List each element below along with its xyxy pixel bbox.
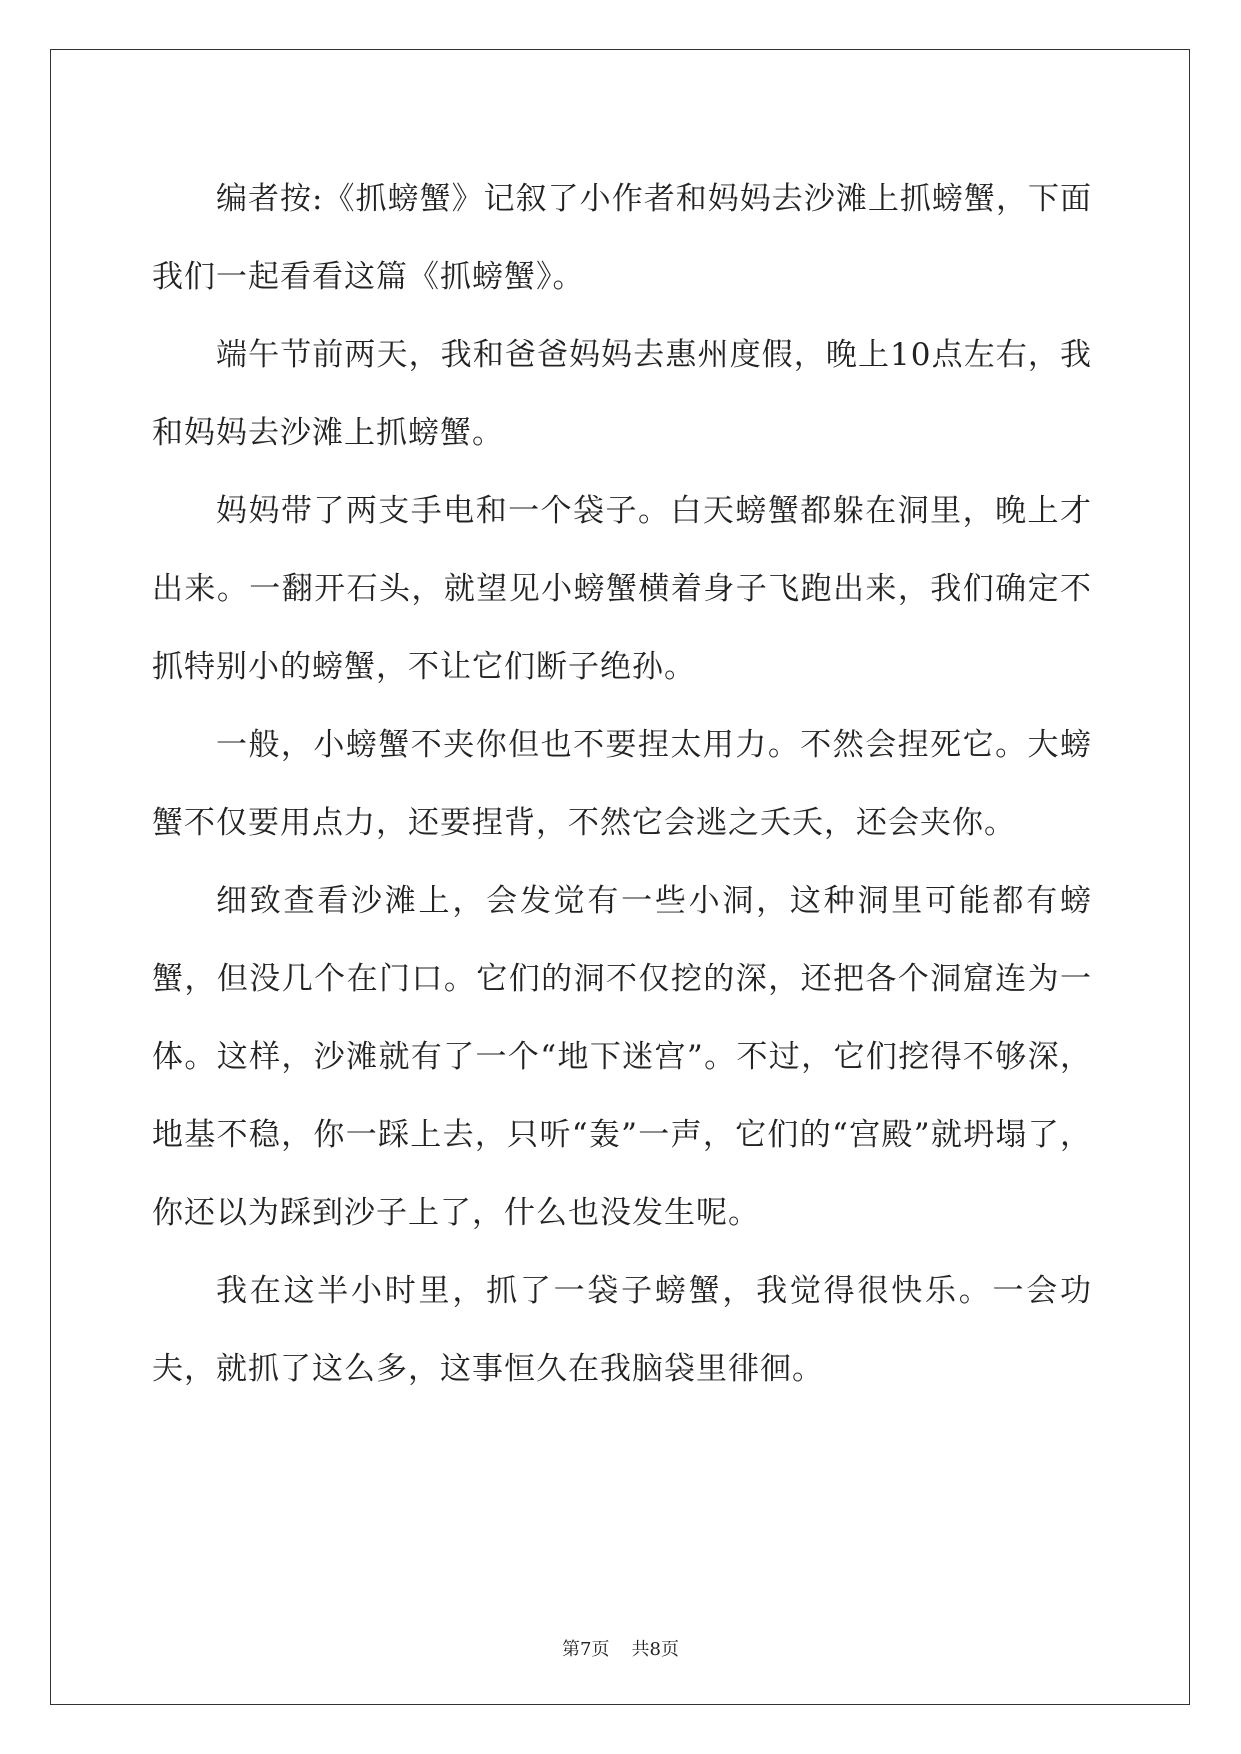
paragraph-1: 端午节前两天，我和爸爸妈妈去惠州度假，晚上10点左右，我和妈妈去沙滩上抓螃蟹。 — [152, 337, 1092, 451]
document-body — [152, 160, 1092, 1408]
paragraph-2: 妈妈带了两支手电和一个袋子。白天螃蟹都躲在洞里，晚上才出来。一翻开石头，就望见小螃蟹横着身子飞跑出来，我们确定不抓特别小的螃蟹，不让它们断子绝孙。 — [152, 493, 1092, 685]
page-number: 第7页 — [562, 1639, 610, 1660]
page-total: 共8页 — [631, 1639, 679, 1660]
paragraph-3: 一般，小螃蟹不夹你但也不要捏太用力。不然会捏死它。大螃蟹不仅要用点力，还要捏背，不然它会逃之夭夭，还会夹你。 — [152, 727, 1092, 841]
paragraph-editor-note: 编者按:《抓螃蟹》记叙了小作者和妈妈去沙滩上抓螃蟹，下面我们一起看看这篇《抓螃蟹》。 — [152, 181, 1092, 295]
paragraph-4: 细致查看沙滩上，会发觉有一些小洞，这种洞里可能都有螃蟹，但没几个在门口。它们的洞不仅挖的深，还把各个洞窟连为一体。这样，沙滩就有了一个“地下迷宫”。不过，它们挖得不够深，地基不稳，你一踩上去，只听“轰”一声，它们的“宫殿”就坍塌了，你还以为踩到沙子上了，什么也没发生呢。 — [152, 883, 1092, 1231]
page-footer — [0, 1635, 1241, 1661]
paragraph-5: 我在这半小时里，抓了一袋子螃蟹，我觉得很快乐。一会功夫，就抓了这么多，这事恒久在我脑袋里徘徊。 — [152, 1273, 1092, 1387]
